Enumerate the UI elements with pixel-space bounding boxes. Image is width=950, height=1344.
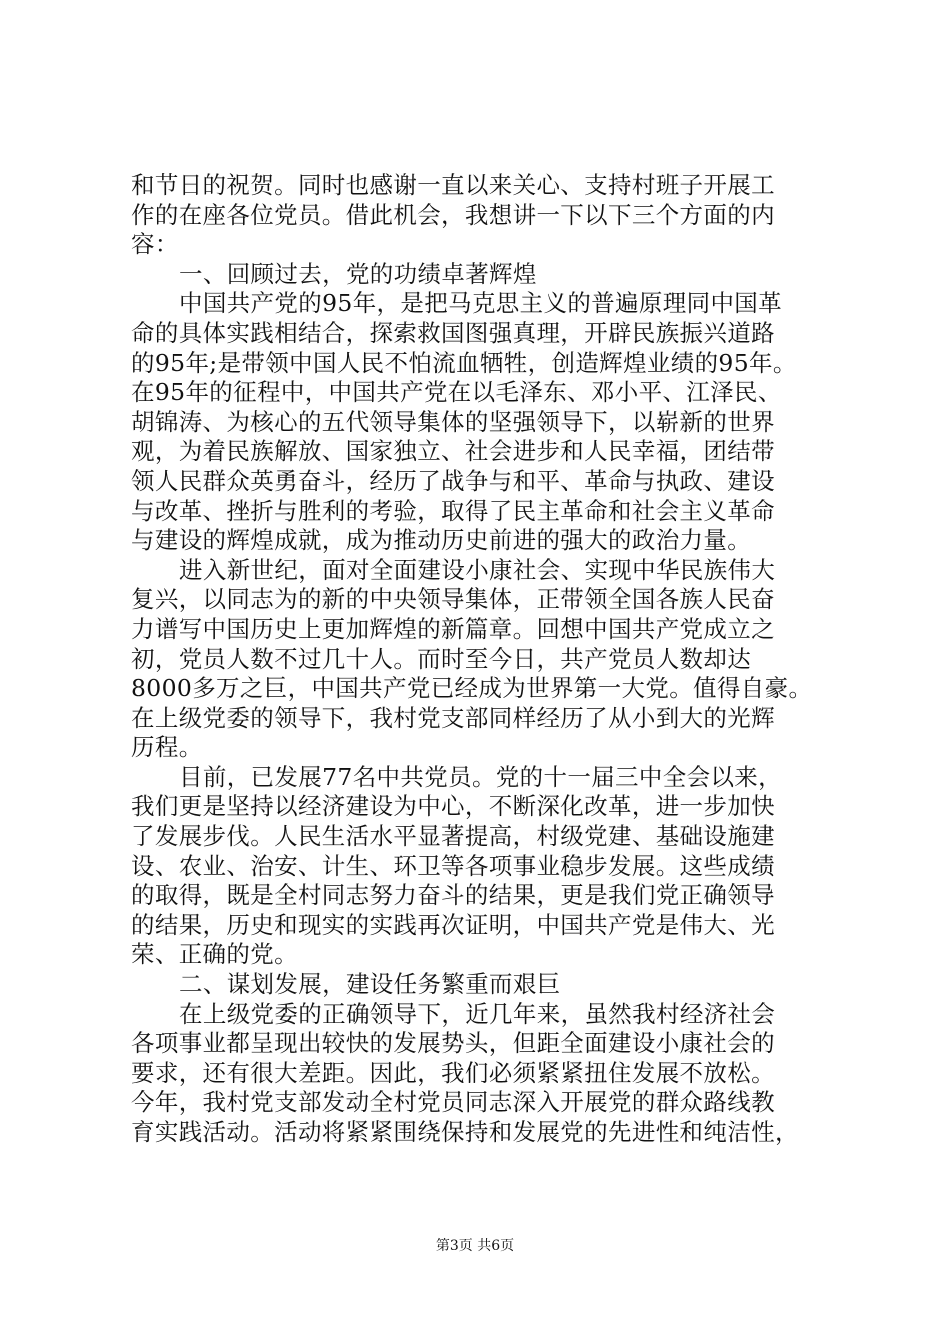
text-line: 与建设的辉煌成就，成为推动历史前进的强大的政治力量。	[131, 526, 752, 555]
text-line: 力谱写中国历史上更加辉煌的新篇章。回想中国共产党成立之	[131, 614, 775, 643]
page-footer: 第3页 共6页	[435, 1238, 515, 1254]
text-line: 的95年;是带领中国人民不怕流血牺牲，创造辉煌业绩的95年。	[131, 348, 797, 377]
text-line: 在上级党委的领导下，我村党支部同样经历了从小到大的光辉	[131, 703, 775, 732]
text-line: 今年，我村党支部发动全村党员同志深入开展党的群众路线教	[131, 1088, 775, 1117]
text-line: 育实践活动。活动将紧紧围绕保持和发展党的先进性和纯洁性，	[131, 1118, 799, 1146]
text-line: 与改革、挫折与胜利的考验，取得了民主革命和社会主义革命	[131, 496, 775, 525]
text-line: 荣、正确的党。	[131, 940, 298, 969]
text-line: 在上级党委的正确领导下，近几年来，虽然我村经济社会	[179, 999, 776, 1028]
text-line: 要求，还有很大差距。因此，我们必须紧紧扭住发展不放松。	[131, 1058, 775, 1087]
text-line: 历程。	[131, 733, 203, 762]
text-line: 我们更是坚持以经济建设为中心，不断深化改革，进一步加快	[131, 792, 775, 821]
text-line: 二、谋划发展，建设任务繁重而艰巨	[179, 970, 561, 999]
text-line: 的结果，历史和现实的实践再次证明，中国共产党是伟大、光	[131, 910, 775, 939]
body-text	[131, 171, 831, 1148]
text-line: 和节日的祝贺。同时也感谢一直以来关心、支持村班子开展工	[131, 171, 775, 199]
text-line: 8000多万之巨，中国共产党已经成为世界第一大党。值得自豪。	[131, 674, 813, 703]
text-line: 在95年的征程中，中国共产党在以毛泽东、邓小平、江泽民、	[131, 378, 782, 407]
text-line: 进入新世纪，面对全面建设小康社会、实现中华民族伟大	[179, 555, 776, 584]
text-line: 一、回顾过去，党的功绩卓著辉煌	[179, 259, 537, 288]
text-line: 领人民群众英勇奋斗，经历了战争与和平、革命与执政、建设	[131, 466, 775, 495]
text-line: 胡锦涛、为核心的五代领导集体的坚强领导下，以崭新的世界	[131, 407, 775, 436]
text-line: 各项事业都呈现出较快的发展势头，但距全面建设小康社会的	[131, 1029, 775, 1058]
text-line: 初，党员人数不过几十人。而时至今日，共产党员人数却达	[131, 644, 752, 673]
text-line: 目前，已发展77名中共党员。党的十一届三中全会以来，	[179, 762, 783, 791]
text-line: 容：	[131, 230, 179, 259]
text-line: 中国共产党的95年，是把马克思主义的普遍原理同中国革	[179, 289, 783, 318]
text-line: 命的具体实践相结合，探索救国图强真理，开辟民族振兴道路	[131, 318, 775, 347]
text-line: 设、农业、治安、计生、环卫等各项事业稳步发展。这些成绩	[131, 851, 775, 880]
text-line: 了发展步伐。人民生活水平显著提高，村级党建、基础设施建	[131, 822, 775, 851]
text-line: 的取得，既是全村同志努力奋斗的结果，更是我们党正确领导	[131, 881, 775, 910]
text-line: 作的在座各位党员。借此机会，我想讲一下以下三个方面的内	[131, 200, 775, 229]
text-line: 复兴，以同志为的新的中央领导集体，正带领全国各族人民奋	[131, 585, 775, 614]
text-line: 观，为着民族解放、国家独立、社会进步和人民幸福，团结带	[131, 437, 775, 466]
